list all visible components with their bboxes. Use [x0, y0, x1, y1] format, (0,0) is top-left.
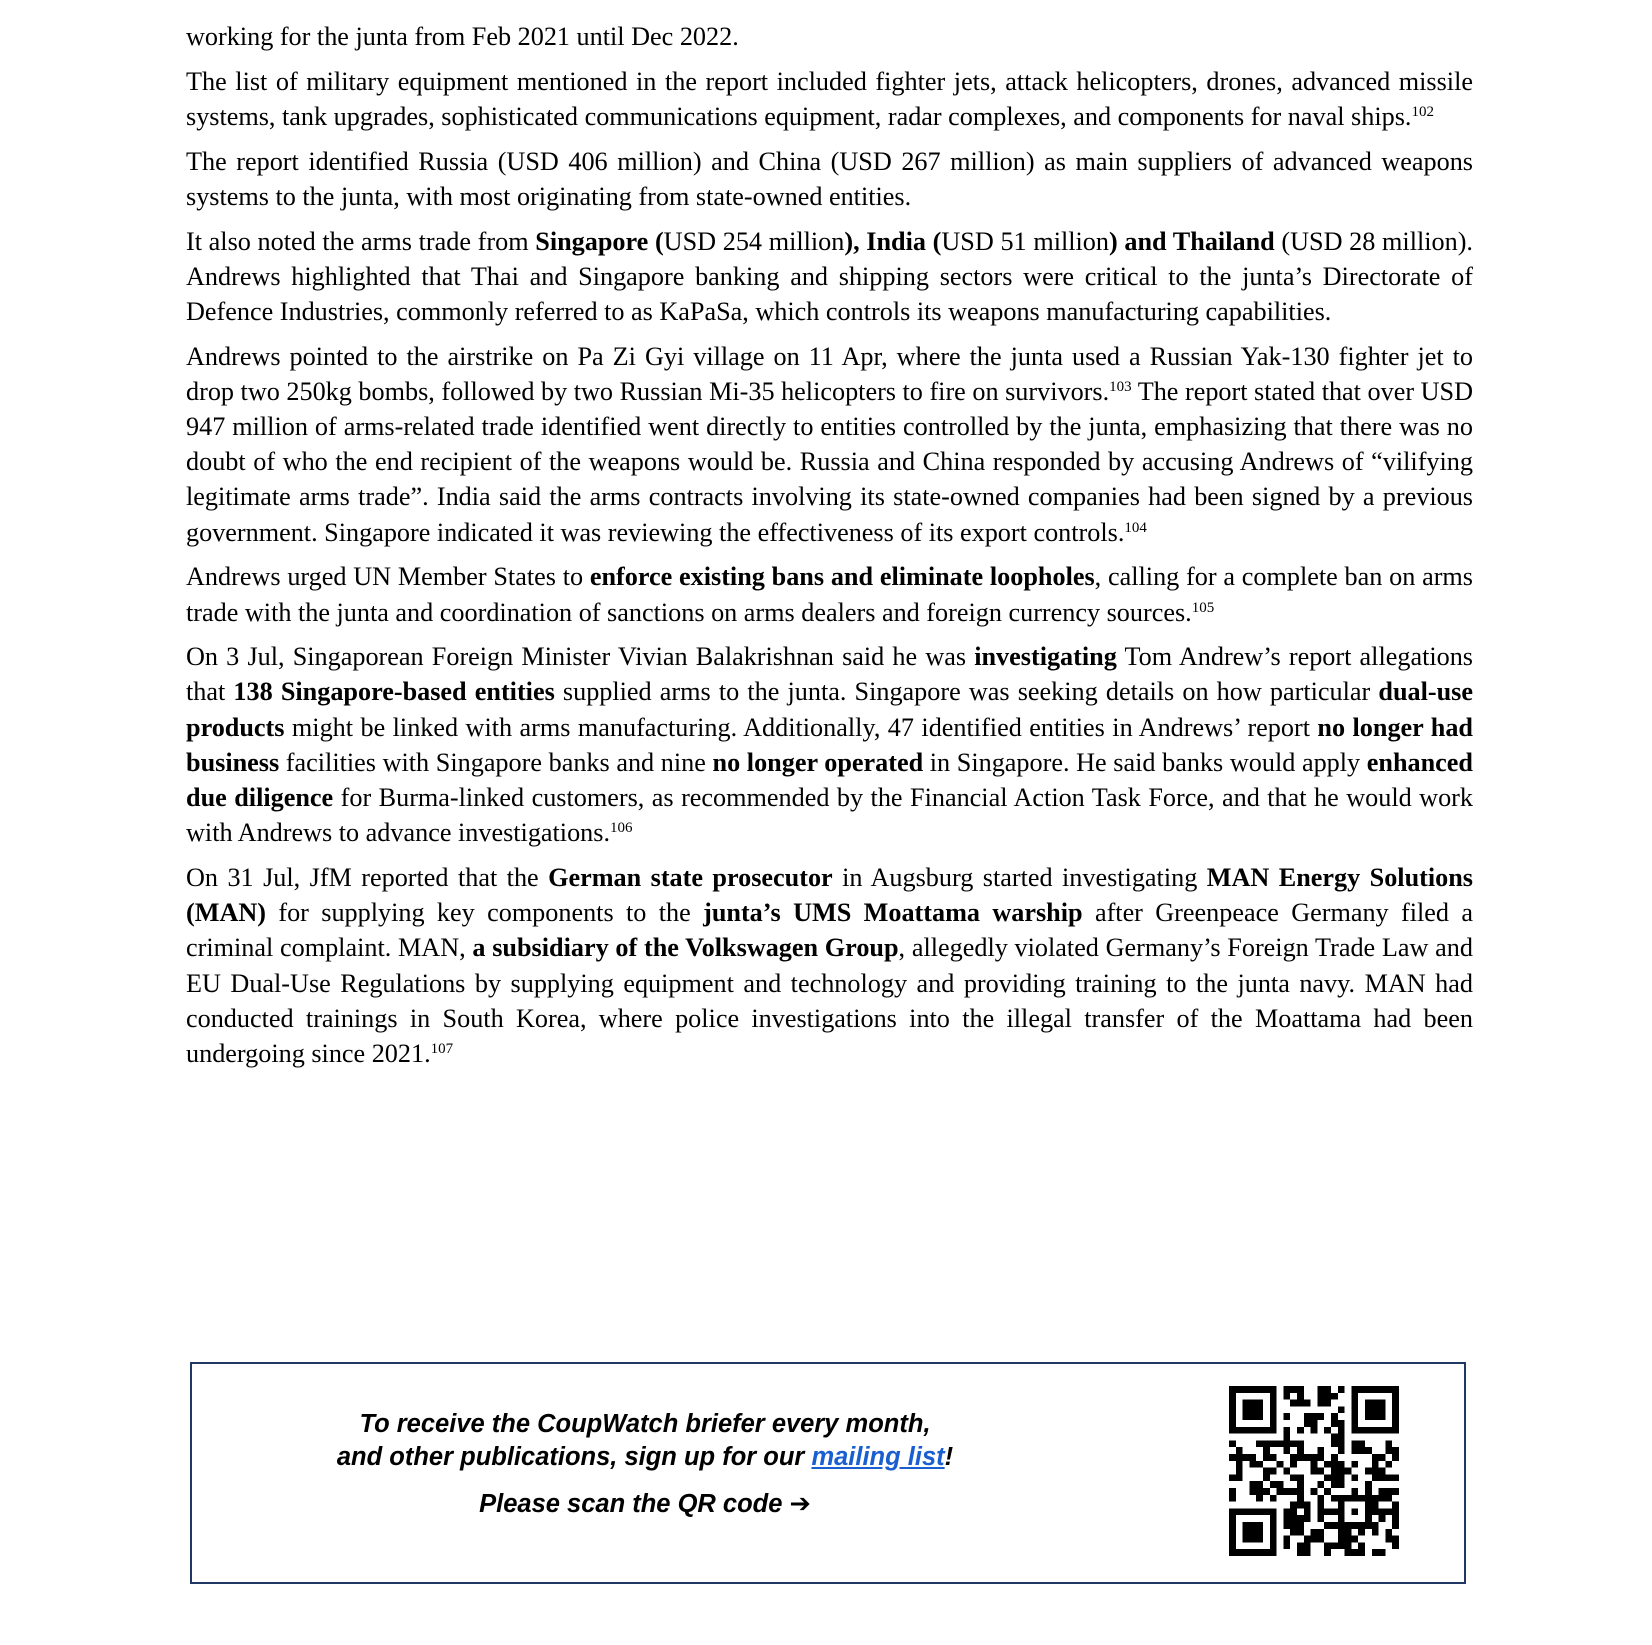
text-run: Andrews urged UN Member States to [186, 562, 590, 592]
paragraph [186, 639, 1473, 850]
text-run: The report stated that over USD 947 million of arms-related trade identified went directly to entities controlled by the junta, emphasizing that there was no doubt of who the end recipient of the weapons would be. Russia and China responded by accusing Andrews of “vilifying legitimate arms trade”. India said the arms contracts involving its state-owned companies had been signed by a previous government. Singapore indicated it was reviewing the effectiveness of its export controls. [186, 376, 1473, 547]
signup-line-2 [192, 1441, 1098, 1474]
text-run: might be linked with arms manufacturing. Additionally, 47 identified entities in Andrews’ report [284, 712, 1318, 742]
text-run: The list of military equipment mentioned in the report included fighter jets, attack helicopters, drones, advanced missile systems, tank upgrades, sophisticated communications equipment, radar complexes, and components for naval ships. [186, 66, 1473, 131]
text-run: On 31 Jul, JfM reported that the [186, 862, 549, 892]
text-run: USD 254 million [663, 226, 845, 256]
bold-text: investigating [974, 642, 1117, 672]
bold-text: enhanced due diligence [186, 747, 1473, 813]
footnote-ref: 102 [1411, 103, 1434, 120]
bold-text: junta’s UMS Moattama warship [703, 898, 1083, 928]
signup-line-2-exclamation: ! [944, 1443, 954, 1471]
bold-text: no longer operated [712, 747, 924, 777]
text-run: in Singapore. He said banks would apply [923, 747, 1367, 777]
paragraph [186, 144, 1473, 214]
text-run: facilities with Singapore banks and nine [279, 747, 713, 777]
paragraph [186, 339, 1473, 550]
text-run: USD 51 million [941, 226, 1109, 256]
paragraph [186, 224, 1473, 330]
text-run: supplied arms to the junta. Singapore was seeking details on how particular [554, 677, 1379, 707]
document-body [186, 19, 1473, 1081]
bold-text: dual-use products [186, 677, 1473, 742]
bold-text: German state prosecutor [548, 862, 833, 892]
text-run: Tom Andrew’s report allegations that [186, 642, 1473, 707]
signup-line-2-text: and other publications, sign up for our [336, 1443, 812, 1471]
paragraph [186, 860, 1473, 1071]
text-run: On 3 Jul, Singaporean Foreign Minister Vivian Balakrishnan said he was [186, 642, 975, 672]
text-run: after Greenpeace Germany filed a criminal complaint. MAN, [186, 898, 1473, 963]
bold-text: 138 Singapore-based entities [233, 677, 555, 707]
paragraph [186, 19, 1473, 54]
bold-text: a subsidiary of the Volkswagen Group [472, 933, 899, 963]
bold-text: ), India ( [844, 226, 942, 256]
text-run: for Burma-linked customers, as recommended by the Financial Action Task Force, and that he would work with Andrews to advance investigations. [186, 783, 1473, 848]
bold-text: no longer had business [186, 712, 1473, 777]
bold-text: ) and Thailand [1108, 226, 1275, 256]
footnote-ref: 105 [1191, 599, 1215, 616]
text-run: (USD 28 million). Andrews highlighted that Thai and Singapore banking and shipping sectors were critical to the junta’s Directorate of Defence Industries, commonly referred to as KaPaSa, which controls its weapons manufacturing capabilities. [186, 226, 1473, 326]
scan-qr-instruction: Please scan the QR code ➔ [479, 1490, 811, 1518]
signup-spacer [192, 1474, 1098, 1488]
paragraph [186, 559, 1473, 629]
footnote-ref: 107 [430, 1040, 454, 1057]
text-run: , allegedly violated Germany’s Foreign Trade Law and EU Dual-Use Regulations by supplying equipment and technology and providing training to the junta navy. MAN had conducted trainings in South Korea, where police investigations into the illegal transfer of the Moattama had been undergoing since 2021. [186, 933, 1473, 1068]
bold-text: enforce existing bans and eliminate loopholes [589, 562, 1095, 592]
text-run: It also noted the arms trade from [186, 226, 536, 256]
mailing-list-signup-box [190, 1362, 1466, 1584]
text-run: Andrews pointed to the airstrike on Pa Zi Gyi village on 11 Apr, where the junta used a Russian Yak-130 fighter jet to drop two 250kg bombs, followed by two Russian Mi-35 helicopters to fire on survivors. [186, 341, 1473, 406]
bold-text: MAN Energy Solutions (MAN) [186, 862, 1473, 928]
footnote-ref: 104 [1124, 519, 1147, 536]
text-run: working for the junta from Feb 2021 until Dec 2022. [186, 22, 739, 51]
text-run: for supplying key components to the [265, 898, 704, 928]
qr-code-icon[interactable] [1229, 1386, 1399, 1556]
bold-text: Singapore ( [535, 226, 664, 256]
text-run: , calling for a complete ban on arms trade with the junta and coordination of sanctions on arms dealers and foreign currency sources. [186, 562, 1473, 627]
footnote-ref: 103 [1109, 378, 1132, 395]
mailing-list-link[interactable]: mailing list [811, 1443, 945, 1471]
text-run: The report identified Russia (USD 406 million) and China (USD 267 million) as main suppliers of advanced weapons systems to the junta, with most originating from state-owned entities. [186, 146, 1473, 211]
paragraph [186, 64, 1473, 134]
footnote-ref: 106 [610, 820, 633, 837]
signup-line-1: To receive the CoupWatch briefer every month, [359, 1410, 931, 1438]
signup-message [192, 1408, 1098, 1521]
text-run: in Augsburg started investigating [832, 862, 1207, 892]
